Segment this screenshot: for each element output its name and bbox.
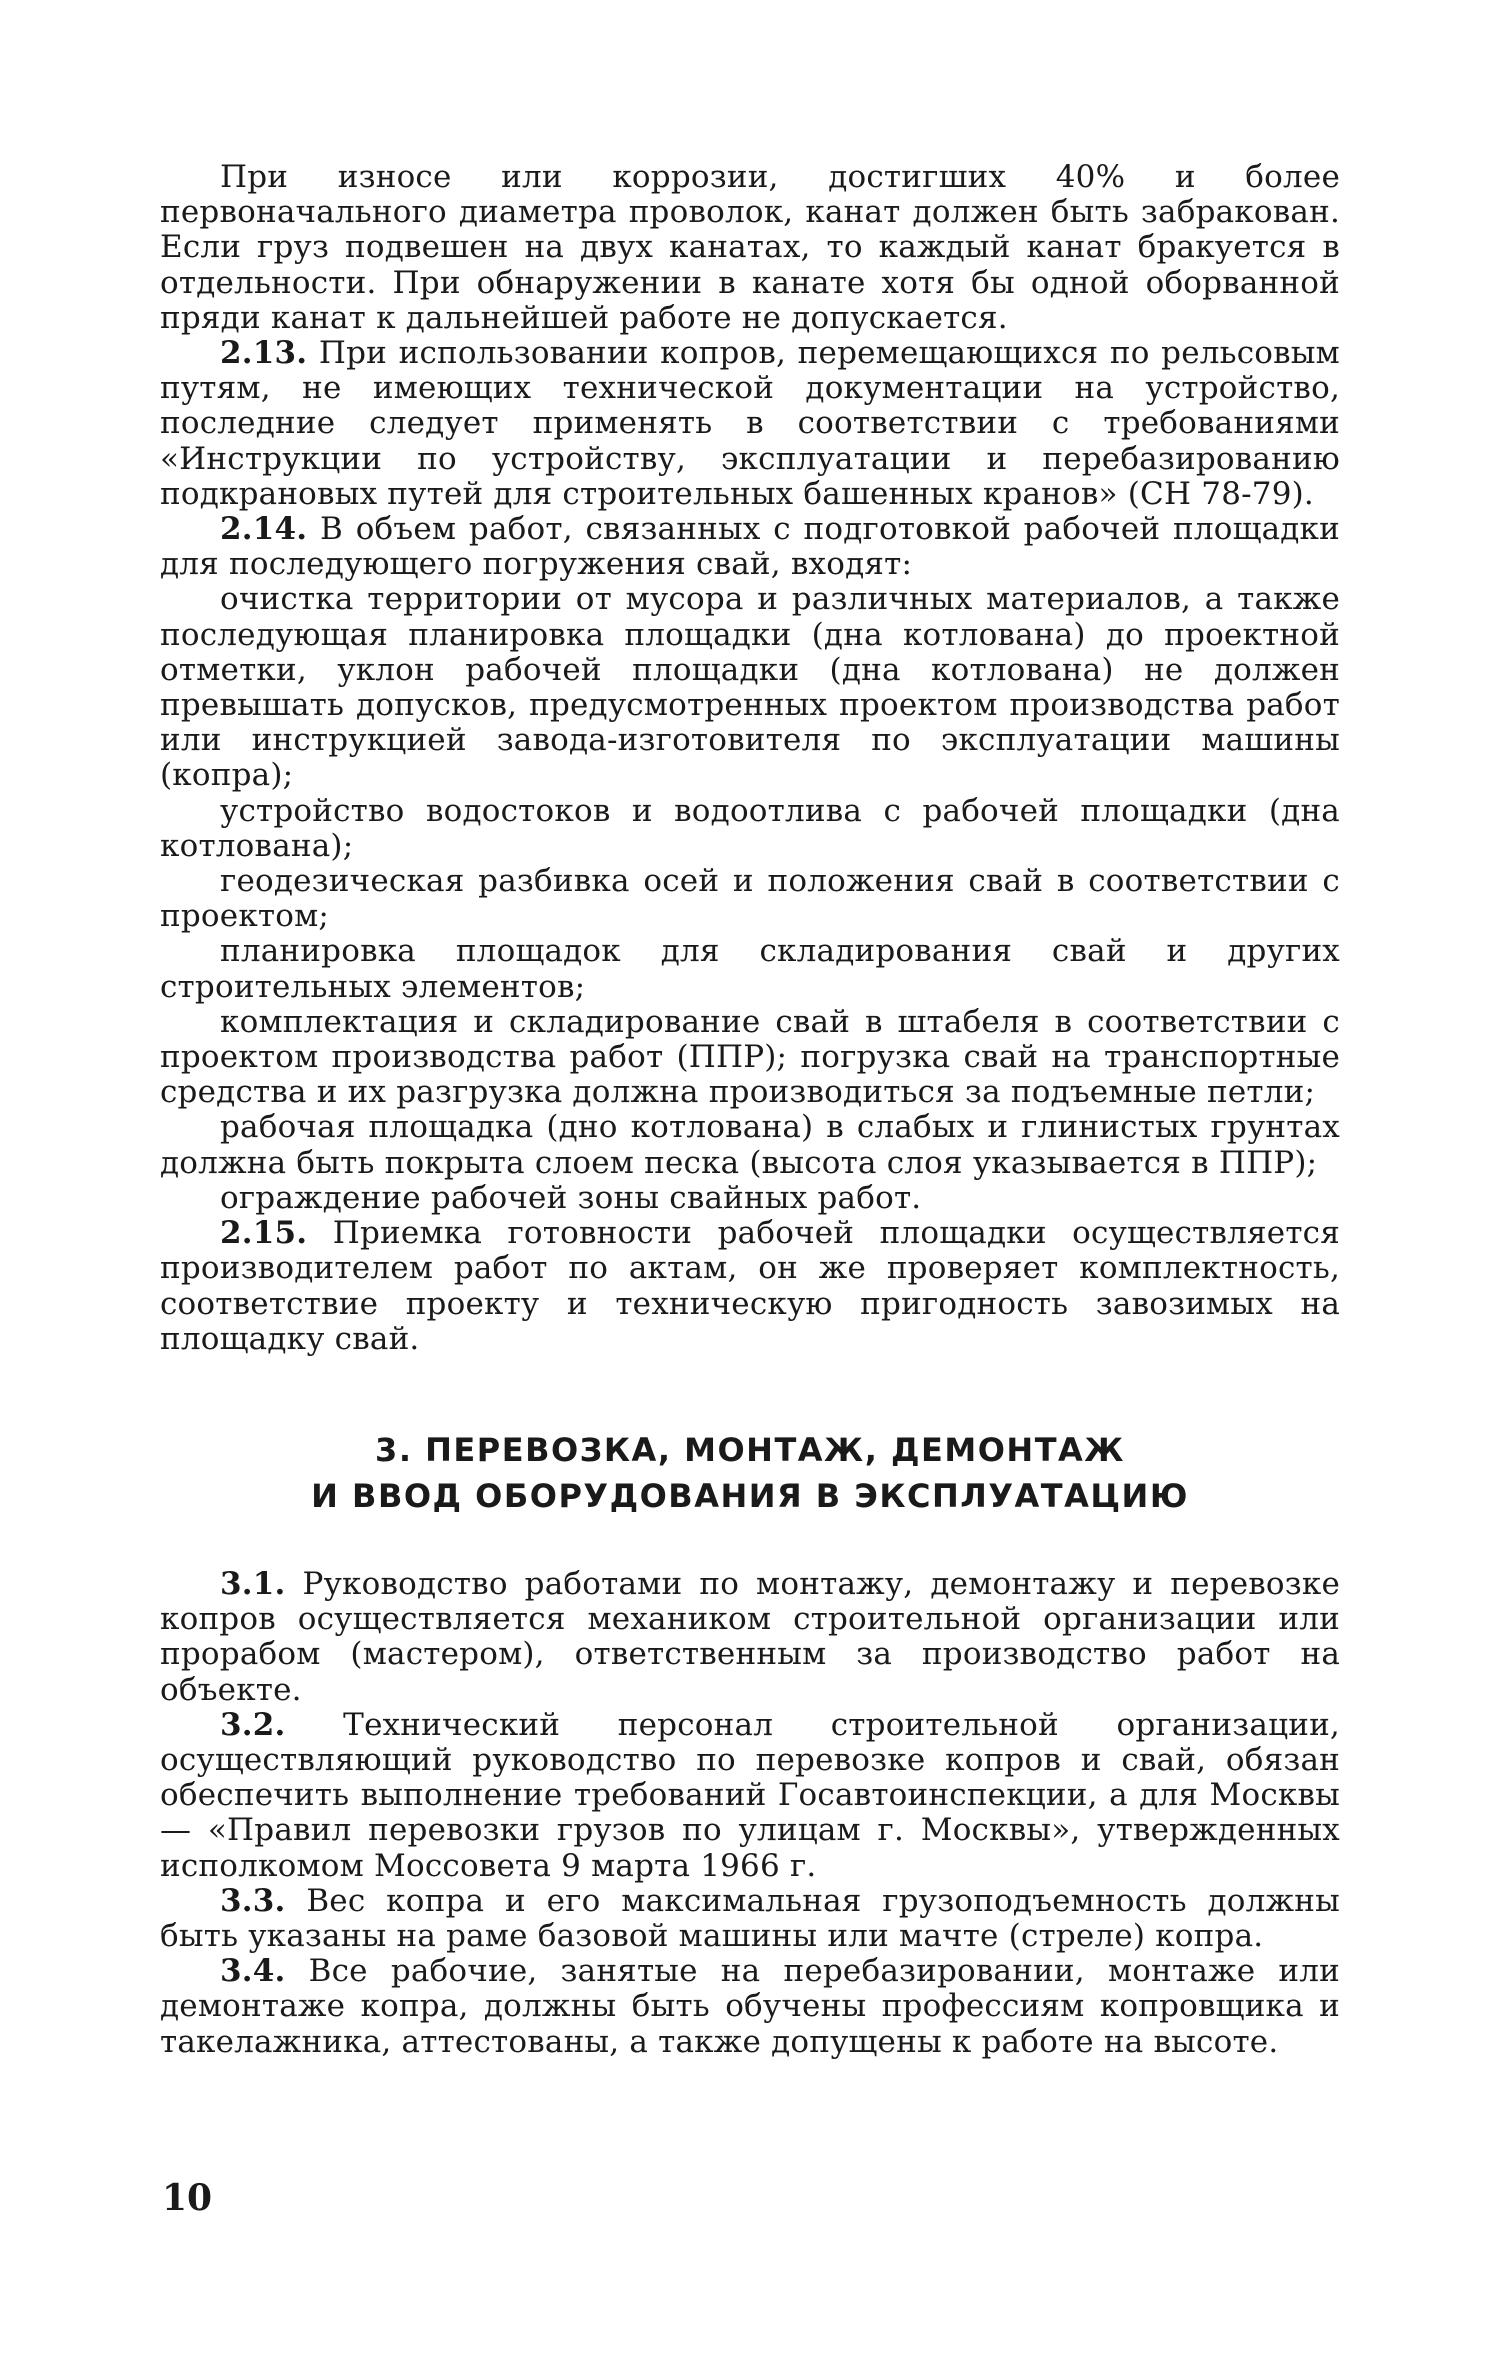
paragraph-2-15 bbox=[160, 1216, 1340, 1357]
paragraph-3-1 bbox=[160, 1567, 1340, 1708]
list-item-drainage: устройство водостоков и водоотлива с рабочей площадки (дна котлована); bbox=[160, 792, 1340, 864]
list-item-fencing: ограждение рабочей зоны свайных работ. bbox=[220, 1179, 922, 1216]
clause-text: Вес копра и его максимальная грузоподъемность должны быть указаны на раме базовой машины или мачте (стреле) копра. bbox=[160, 1882, 1340, 1954]
clause-number: 3.1. bbox=[220, 1565, 286, 1602]
list-item-geodetic-layout: геодезическая разбивка осей и положения свай в соответствии с проектом; bbox=[160, 863, 1340, 935]
page-number: 10 bbox=[162, 2177, 213, 2219]
page-body bbox=[160, 160, 1340, 2060]
list-item-pile-stacking: комплектация и складирование свай в штабеля в соответствии с проектом производства работ (ППР); погрузка свай на транспортные средства и их разгрузка должна производиться за подъемные петли; bbox=[160, 1003, 1340, 1111]
paragraph-2-13 bbox=[160, 336, 1340, 512]
clause-text: Руководство работами по монтажу, демонтажу и перевозке копров осуществляется механиком строительной организации или прорабом (мастером), ответственным за производство работ на объекте. bbox=[160, 1565, 1340, 1708]
clause-number: 3.3. bbox=[220, 1882, 286, 1919]
clause-number: 3.2. bbox=[220, 1706, 286, 1743]
paragraph-3-4 bbox=[160, 1954, 1340, 2060]
clause-text: При использовании копров, перемещающихся по рельсовым путям, не имеющих технической документации на устройство, последние следует применять в соответствии с требованиями «Инструкции по устройству, эксплуатации и перебазированию подкрановых путей для строительных башенных кранов» (СН 78-79). bbox=[160, 335, 1340, 512]
clause-number: 2.13. bbox=[220, 335, 308, 372]
clause-text: Все рабочие, занятые на перебазировании, монтаже или демонтаже копра, должны быть обучены профессиям копровщика и такелажника, аттестованы, а также допущены к работе на высоте. bbox=[160, 1953, 1340, 2060]
list-item-sand-layer: рабочая площадка (дно котлована) в слабых и глинистых грунтах должна быть покрыта слоем песка (высота слоя указывается в ППР); bbox=[160, 1109, 1340, 1181]
section-heading bbox=[160, 1427, 1340, 1519]
section-heading-line-1: 3. ПЕРЕВОЗКА, МОНТАЖ, ДЕМОНТАЖ bbox=[375, 1430, 1125, 1469]
list-item-storage-planning: планировка площадок для складирования свай и других строительных элементов; bbox=[160, 933, 1340, 1005]
section-heading-line-2: И ВВОД ОБОРУДОВАНИЯ В ЭКСПЛУАТАЦИЮ bbox=[311, 1476, 1189, 1515]
clause-number: 3.4. bbox=[220, 1953, 286, 1990]
paragraph-2-14 bbox=[160, 512, 1340, 582]
paragraph-3-2 bbox=[160, 1708, 1340, 1884]
clause-number: 2.14. bbox=[220, 511, 308, 548]
clause-number: 2.15. bbox=[220, 1215, 308, 1252]
list-item-site-cleaning: очистка территории от мусора и различных материалов, а также последующая планировка площадки (дна котлована) до проектной отметки, уклон рабочей площадки (дна котлована) не должен превышать допусков, предусмотренных проектом производства работ или инструкцией завода-изготовителя по эксплуатации машины (копра); bbox=[160, 581, 1340, 794]
clause-text: В объем работ, связанных с подготовкой рабочей площадки для последующего погружения свай, входят: bbox=[160, 511, 1340, 583]
paragraph-wire-wear: При износе или коррозии, достигших 40% и более первоначального диаметра проволок, канат должен быть забракован. Если груз подвешен на двух канатах, то каждый канат бракуется в отдельности. При обнаружении в канате хотя бы одной оборванной пряди канат к дальнейшей работе не допускается. bbox=[160, 159, 1340, 336]
clause-text: Технический персонал строительной организации, осуществляющий руководство по перевозке копров и свай, обязан обеспечить выполнение требований Госавтоинспекции, а для Москвы — «Правил перевозки грузов по улицам г. Москвы», утвержденных исполкомом Моссовета 9 марта 1966 г. bbox=[160, 1706, 1340, 1884]
clause-text: Приемка готовности рабочей площадки осуществляется производителем работ по актам, он же проверяет комплектность, соответствие проекту и техническую пригодность завозимых на площадку свай. bbox=[160, 1215, 1340, 1357]
paragraph-3-3 bbox=[160, 1884, 1340, 1954]
